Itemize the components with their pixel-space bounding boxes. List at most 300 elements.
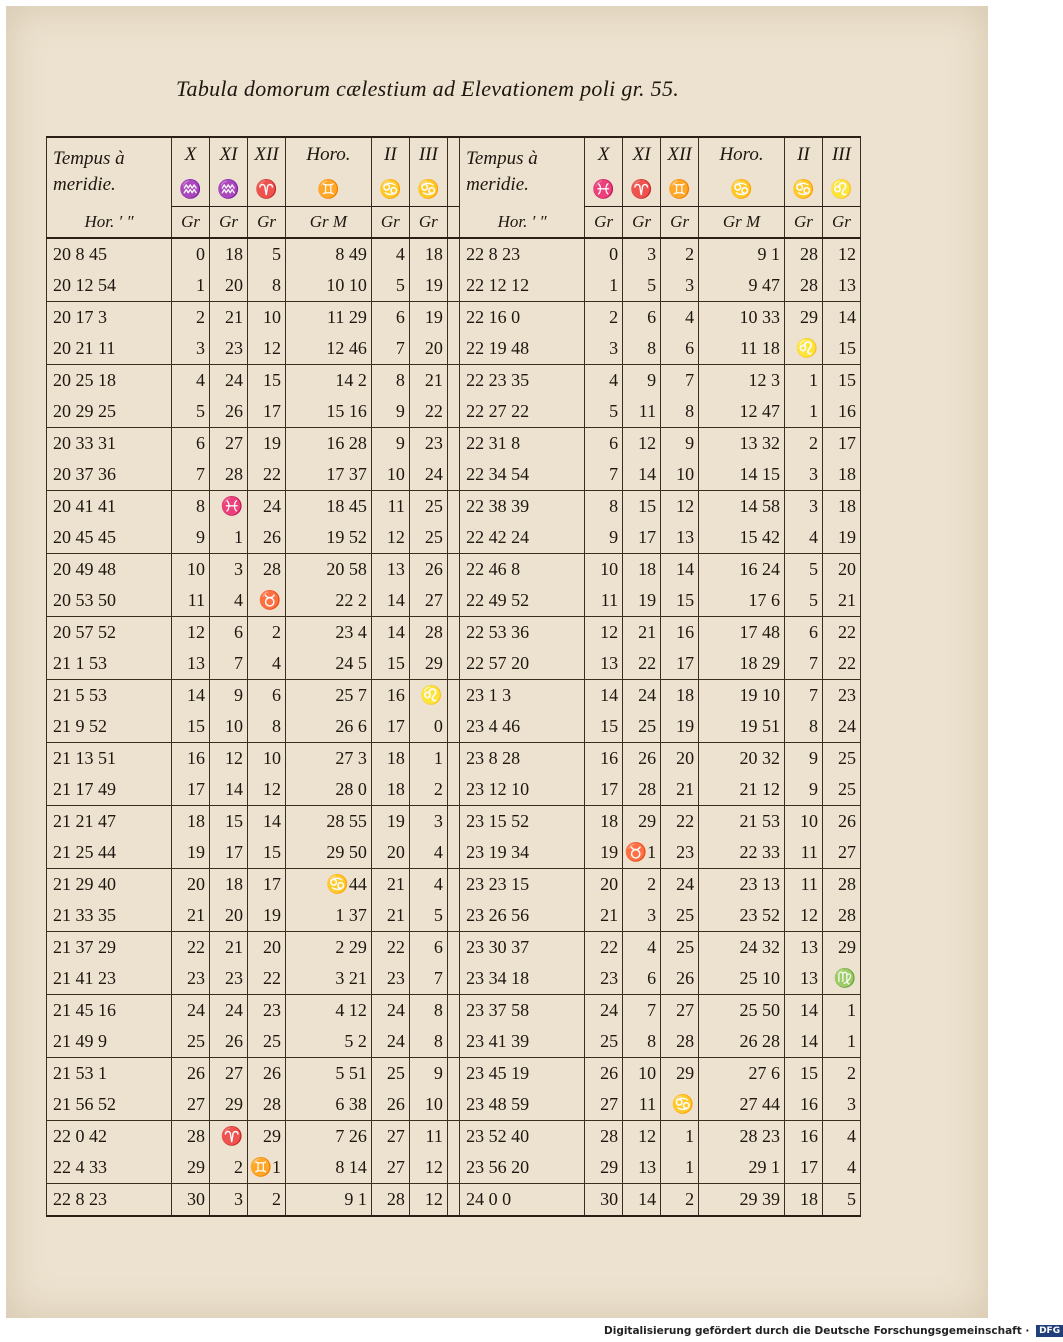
degree-cell: 24 — [623, 680, 661, 712]
degree-cell: 9 1 — [286, 1184, 372, 1217]
degree-cell: 17 — [661, 648, 699, 680]
degree-cell: 28 — [409, 617, 447, 649]
degree-cell: 20 — [210, 900, 248, 932]
degree-cell: 10 — [661, 459, 699, 491]
degree-cell: 4 — [409, 869, 447, 901]
table-row — [47, 711, 861, 743]
degree-cell: 24 — [248, 491, 286, 523]
time-cell: 22 4 33 — [47, 1152, 172, 1184]
degree-cell: 12 47 — [699, 396, 785, 428]
degree-cell: 8 — [248, 270, 286, 302]
unit-header: Gr — [210, 207, 248, 239]
table-row — [47, 302, 861, 334]
degree-cell: 13 — [585, 648, 623, 680]
degree-cell: 7 — [585, 459, 623, 491]
table-row — [47, 743, 861, 775]
time-cell: 22 8 23 — [47, 1184, 172, 1217]
column-gap — [447, 1058, 459, 1090]
degree-cell: 4 — [371, 238, 409, 270]
sign-header: ♊ — [661, 172, 699, 207]
degree-cell: 25 — [409, 522, 447, 554]
time-cell: 20 41 41 — [47, 491, 172, 523]
degree-cell: 13 — [172, 648, 210, 680]
degree-cell: 2 — [822, 1058, 860, 1090]
degree-cell: 27 — [661, 995, 699, 1027]
degree-cell: 18 — [661, 680, 699, 712]
time-cell: 23 48 59 — [460, 1089, 585, 1121]
degree-cell: 18 — [371, 774, 409, 806]
degree-cell: 12 — [371, 522, 409, 554]
degree-cell: 13 — [822, 270, 860, 302]
degree-cell: 1 — [784, 365, 822, 397]
degree-cell: 12 46 — [286, 333, 372, 365]
degree-cell: 6 — [784, 617, 822, 649]
degree-cell: 19 — [822, 522, 860, 554]
degree-cell: 28 — [784, 270, 822, 302]
house-header: XII — [248, 137, 286, 172]
time-cell: 22 19 48 — [460, 333, 585, 365]
degree-cell: ♊1 — [248, 1152, 286, 1184]
degree-cell: 6 — [623, 302, 661, 334]
column-gap — [447, 491, 459, 523]
time-cell: 21 17 49 — [47, 774, 172, 806]
time-cell: 22 8 23 — [460, 238, 585, 270]
time-cell: 23 52 40 — [460, 1121, 585, 1153]
sign-header: ♊ — [286, 172, 372, 207]
degree-cell: 28 23 — [699, 1121, 785, 1153]
column-gap — [447, 1026, 459, 1058]
degree-cell: 24 — [409, 459, 447, 491]
table-row — [47, 869, 861, 901]
degree-cell: 27 — [409, 585, 447, 617]
degree-cell: 15 42 — [699, 522, 785, 554]
time-cell: 22 23 35 — [460, 365, 585, 397]
table-row — [47, 1089, 861, 1121]
degree-cell: 12 — [210, 743, 248, 775]
time-cell: 22 0 42 — [47, 1121, 172, 1153]
degree-cell: ♌ — [409, 680, 447, 712]
time-cell: 22 27 22 — [460, 396, 585, 428]
degree-cell: 9 — [409, 1058, 447, 1090]
degree-cell: 24 5 — [286, 648, 372, 680]
degree-cell: 15 — [172, 711, 210, 743]
time-cell: 23 1 3 — [460, 680, 585, 712]
degree-cell: 13 — [371, 554, 409, 586]
time-cell: 22 57 20 — [460, 648, 585, 680]
table-row — [47, 617, 861, 649]
degree-cell: 23 — [661, 837, 699, 869]
header-row-houses — [47, 137, 861, 172]
time-cell: 22 46 8 — [460, 554, 585, 586]
degree-cell: 24 — [210, 995, 248, 1027]
degree-cell: 28 — [661, 1026, 699, 1058]
table-row — [47, 270, 861, 302]
degree-cell: 14 2 — [286, 365, 372, 397]
degree-cell: 26 — [585, 1058, 623, 1090]
time-unit-header: Hor. ′ ″ — [47, 207, 172, 239]
degree-cell: 5 — [623, 270, 661, 302]
degree-cell: 7 — [784, 648, 822, 680]
degree-cell: 7 — [661, 365, 699, 397]
time-cell: 21 56 52 — [47, 1089, 172, 1121]
degree-cell: 17 48 — [699, 617, 785, 649]
degree-cell: 25 — [661, 932, 699, 964]
house-header: X — [585, 137, 623, 172]
house-header: Horo. — [699, 137, 785, 172]
table-row — [47, 900, 861, 932]
time-cell: 21 45 16 — [47, 995, 172, 1027]
degree-cell: 4 — [661, 302, 699, 334]
degree-cell: 6 — [371, 302, 409, 334]
degree-cell: 18 — [210, 869, 248, 901]
degree-cell: 6 38 — [286, 1089, 372, 1121]
degree-cell: 12 — [409, 1152, 447, 1184]
degree-cell: 3 — [623, 900, 661, 932]
degree-cell: 11 18 — [699, 333, 785, 365]
degree-cell: 29 1 — [699, 1152, 785, 1184]
degree-cell: ♉1 — [623, 837, 661, 869]
degree-cell: 18 — [172, 806, 210, 838]
degree-cell: 21 — [371, 869, 409, 901]
degree-cell: 27 3 — [286, 743, 372, 775]
degree-cell: 17 — [585, 774, 623, 806]
degree-cell: 14 — [623, 459, 661, 491]
unit-header: Gr — [371, 207, 409, 239]
degree-cell: 29 50 — [286, 837, 372, 869]
column-gap — [447, 743, 459, 775]
degree-cell: 16 — [172, 743, 210, 775]
column-gap — [447, 680, 459, 712]
degree-cell: 9 — [661, 428, 699, 460]
time-cell: 22 16 0 — [460, 302, 585, 334]
table-row — [47, 1152, 861, 1184]
degree-cell: 14 — [248, 806, 286, 838]
time-cell: 20 25 18 — [47, 365, 172, 397]
degree-cell: 18 — [585, 806, 623, 838]
degree-cell: 30 — [585, 1184, 623, 1217]
column-gap — [447, 270, 459, 302]
table-row — [47, 1058, 861, 1090]
degree-cell: 19 — [585, 837, 623, 869]
degree-cell: 23 52 — [699, 900, 785, 932]
house-header: III — [409, 137, 447, 172]
degree-cell: 12 — [248, 774, 286, 806]
degree-cell: 21 — [371, 900, 409, 932]
degree-cell: 18 — [409, 238, 447, 270]
degree-cell: 18 — [822, 491, 860, 523]
unit-header: Gr — [784, 207, 822, 239]
degree-cell: 11 29 — [286, 302, 372, 334]
degree-cell: ♓ — [210, 491, 248, 523]
degree-cell: 28 — [822, 900, 860, 932]
time-cell: 21 13 51 — [47, 743, 172, 775]
column-gap — [447, 995, 459, 1027]
degree-cell: 8 — [371, 365, 409, 397]
degree-cell: 25 — [822, 743, 860, 775]
degree-cell: 12 3 — [699, 365, 785, 397]
degree-cell: 15 — [623, 491, 661, 523]
unit-header: Gr — [623, 207, 661, 239]
degree-cell: 24 — [172, 995, 210, 1027]
table-row — [47, 585, 861, 617]
time-cell: 20 17 3 — [47, 302, 172, 334]
degree-cell: 3 — [409, 806, 447, 838]
column-gap — [447, 869, 459, 901]
degree-cell: 4 — [784, 522, 822, 554]
degree-cell: 2 — [409, 774, 447, 806]
degree-cell: 8 — [661, 396, 699, 428]
degree-cell: 23 — [210, 333, 248, 365]
time-cell: 23 34 18 — [460, 963, 585, 995]
degree-cell: 28 — [585, 1121, 623, 1153]
degree-cell: 29 — [623, 806, 661, 838]
degree-cell: 16 28 — [286, 428, 372, 460]
degree-cell: 6 — [210, 617, 248, 649]
degree-cell: 8 — [172, 491, 210, 523]
column-gap — [447, 333, 459, 365]
time-cell: 23 26 56 — [460, 900, 585, 932]
time-cell: 22 38 39 — [460, 491, 585, 523]
degree-cell: 28 — [822, 869, 860, 901]
column-gap — [447, 522, 459, 554]
column-gap — [447, 172, 459, 207]
degree-cell: 27 — [585, 1089, 623, 1121]
house-header: II — [784, 137, 822, 172]
degree-cell: 15 — [822, 365, 860, 397]
degree-cell: 16 — [784, 1121, 822, 1153]
degree-cell: 1 — [409, 743, 447, 775]
degree-cell: 18 — [822, 459, 860, 491]
degree-cell: 11 — [409, 1121, 447, 1153]
degree-cell: 29 — [784, 302, 822, 334]
degree-cell: 18 — [623, 554, 661, 586]
degree-cell: 22 — [822, 617, 860, 649]
degree-cell: 27 — [172, 1089, 210, 1121]
sign-header: ♋ — [699, 172, 785, 207]
degree-cell: 6 — [248, 680, 286, 712]
degree-cell: 8 49 — [286, 238, 372, 270]
degree-cell: 25 — [623, 711, 661, 743]
degree-cell: 10 — [248, 743, 286, 775]
degree-cell: 17 — [210, 837, 248, 869]
time-unit-header: Hor. ′ ″ — [460, 207, 585, 239]
degree-cell: 3 — [172, 333, 210, 365]
time-cell: 21 37 29 — [47, 932, 172, 964]
column-gap — [447, 396, 459, 428]
table-row — [47, 428, 861, 460]
degree-cell: 11 — [371, 491, 409, 523]
degree-cell: 7 — [371, 333, 409, 365]
degree-cell: 20 — [661, 743, 699, 775]
degree-cell: 2 — [661, 1184, 699, 1217]
degree-cell: 7 — [784, 680, 822, 712]
house-header: III — [822, 137, 860, 172]
degree-cell: 14 58 — [699, 491, 785, 523]
degree-cell: 24 32 — [699, 932, 785, 964]
degree-cell: 26 — [172, 1058, 210, 1090]
degree-cell: 5 — [585, 396, 623, 428]
degree-cell: 26 — [210, 1026, 248, 1058]
degree-cell: 14 15 — [699, 459, 785, 491]
degree-cell: 5 — [409, 900, 447, 932]
degree-cell: 15 — [248, 365, 286, 397]
degree-cell: 4 — [409, 837, 447, 869]
degree-cell: 29 39 — [699, 1184, 785, 1217]
degree-cell: 26 — [409, 554, 447, 586]
degree-cell: 10 33 — [699, 302, 785, 334]
degree-cell: 19 — [409, 270, 447, 302]
degree-cell: 4 — [585, 365, 623, 397]
degree-cell: 17 — [172, 774, 210, 806]
degree-cell: 3 — [661, 270, 699, 302]
degree-cell: 21 — [210, 302, 248, 334]
degree-cell: 9 — [371, 396, 409, 428]
degree-cell: 26 — [248, 522, 286, 554]
house-header: XII — [661, 137, 699, 172]
degree-cell: 27 — [371, 1121, 409, 1153]
degree-cell: 5 — [784, 554, 822, 586]
column-gap — [447, 554, 459, 586]
degree-cell: 0 — [585, 238, 623, 270]
degree-cell: 13 — [661, 522, 699, 554]
time-cell: 23 8 28 — [460, 743, 585, 775]
degree-cell: 8 — [623, 333, 661, 365]
degree-cell: 14 — [661, 554, 699, 586]
degree-cell: 16 — [661, 617, 699, 649]
page-title: Tabula domorum cælestium ad Elevationem poli gr. 55. — [176, 76, 680, 101]
degree-cell: 19 51 — [699, 711, 785, 743]
column-gap — [447, 238, 459, 270]
degree-cell: 26 — [661, 963, 699, 995]
tempus-header-right — [460, 137, 585, 207]
degree-cell: 20 32 — [699, 743, 785, 775]
degree-cell: 22 — [248, 963, 286, 995]
column-gap — [447, 207, 459, 239]
degree-cell: 23 — [585, 963, 623, 995]
degree-cell: 22 — [822, 648, 860, 680]
degree-cell: 2 — [172, 302, 210, 334]
degree-cell: 1 37 — [286, 900, 372, 932]
degree-cell: 20 — [585, 869, 623, 901]
time-cell: 22 49 52 — [460, 585, 585, 617]
degree-cell: 21 — [172, 900, 210, 932]
unit-header: Gr M — [699, 207, 785, 239]
table-row — [47, 491, 861, 523]
degree-cell: 0 — [409, 711, 447, 743]
degree-cell: 6 — [409, 932, 447, 964]
degree-cell: 29 — [822, 932, 860, 964]
degree-cell: 3 — [210, 554, 248, 586]
sign-header: ♒ — [172, 172, 210, 207]
degree-cell: 2 — [210, 1152, 248, 1184]
degree-cell: 2 — [623, 869, 661, 901]
degree-cell: 1 — [784, 396, 822, 428]
degree-cell: 25 — [172, 1026, 210, 1058]
degree-cell: 11 — [172, 585, 210, 617]
degree-cell: 19 — [371, 806, 409, 838]
degree-cell: 4 — [248, 648, 286, 680]
degree-cell: 22 — [172, 932, 210, 964]
time-cell: 23 19 34 — [460, 837, 585, 869]
time-cell: 23 12 10 — [460, 774, 585, 806]
degree-cell: 28 55 — [286, 806, 372, 838]
table-row — [47, 837, 861, 869]
time-cell: 21 49 9 — [47, 1026, 172, 1058]
degree-cell: 20 — [409, 333, 447, 365]
degree-cell: 17 — [371, 711, 409, 743]
degree-cell: 9 1 — [699, 238, 785, 270]
degree-cell: 29 — [409, 648, 447, 680]
column-gap — [447, 963, 459, 995]
time-cell: 20 33 31 — [47, 428, 172, 460]
time-cell: 22 34 54 — [460, 459, 585, 491]
degree-cell: 5 — [371, 270, 409, 302]
time-cell: 21 25 44 — [47, 837, 172, 869]
column-gap — [447, 648, 459, 680]
degree-cell: ♌ — [784, 333, 822, 365]
column-gap — [447, 459, 459, 491]
degree-cell: 15 16 — [286, 396, 372, 428]
degree-cell: 12 — [172, 617, 210, 649]
degree-cell: 26 — [210, 396, 248, 428]
degree-cell: 19 — [248, 428, 286, 460]
degree-cell: 4 12 — [286, 995, 372, 1027]
header-row-units — [47, 207, 861, 239]
time-cell: 21 21 47 — [47, 806, 172, 838]
degree-cell: 14 — [210, 774, 248, 806]
degree-cell: 22 — [585, 932, 623, 964]
degree-cell: 30 — [172, 1184, 210, 1217]
time-cell: 20 53 50 — [47, 585, 172, 617]
degree-cell: 25 — [248, 1026, 286, 1058]
time-cell: 22 12 12 — [460, 270, 585, 302]
degree-cell: 19 52 — [286, 522, 372, 554]
degree-cell: 2 29 — [286, 932, 372, 964]
degree-cell: 22 33 — [699, 837, 785, 869]
degree-cell: 26 — [371, 1089, 409, 1121]
footer-text: Digitalisierung gefördert durch die Deutsche Forschungsgemeinschaft · — [604, 1325, 1030, 1337]
tempus-header-left — [47, 137, 172, 207]
table-row — [47, 459, 861, 491]
degree-cell: 14 — [172, 680, 210, 712]
degree-cell: 26 — [248, 1058, 286, 1090]
degree-cell: 18 45 — [286, 491, 372, 523]
degree-cell: 16 — [585, 743, 623, 775]
degree-cell: 21 — [822, 585, 860, 617]
degree-cell: 14 — [784, 995, 822, 1027]
degree-cell: 12 — [248, 333, 286, 365]
degree-cell: 23 4 — [286, 617, 372, 649]
degree-cell: 21 — [409, 365, 447, 397]
degree-cell: ♍ — [822, 963, 860, 995]
degree-cell: 28 — [623, 774, 661, 806]
sign-header: ♋ — [784, 172, 822, 207]
table-row — [47, 396, 861, 428]
degree-cell: 15 — [248, 837, 286, 869]
degree-cell: 21 — [585, 900, 623, 932]
degree-cell: 4 — [210, 585, 248, 617]
degree-cell: 20 — [248, 932, 286, 964]
degree-cell: 3 — [585, 333, 623, 365]
degree-cell: 4 — [822, 1121, 860, 1153]
degree-cell: 22 — [371, 932, 409, 964]
column-gap — [447, 365, 459, 397]
degree-cell: 11 — [784, 837, 822, 869]
degree-cell: 25 — [409, 491, 447, 523]
degree-cell: 25 — [661, 900, 699, 932]
tempus-label: Tempus à — [53, 148, 125, 170]
time-cell: 20 57 52 — [47, 617, 172, 649]
